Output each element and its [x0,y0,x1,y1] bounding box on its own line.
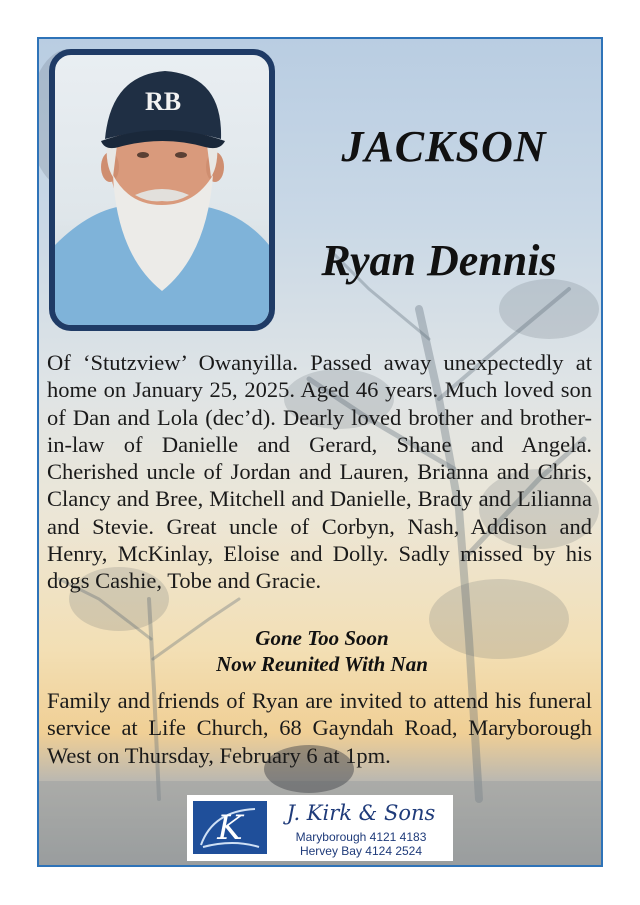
death-notice-card [37,37,603,867]
surname-heading: JACKSON [341,122,547,171]
phone-hervey-bay: Hervey Bay 4124 2524 [299,844,423,858]
logo-monogram: K [217,808,243,848]
funeral-director-name: J. Kirk & Sons [286,801,436,825]
portrait-photo [49,49,275,331]
k-monogram-icon [193,801,267,854]
funeral-director-logo [187,795,453,861]
portrait-illustration [55,55,269,325]
cap-monogram: RB [144,87,182,116]
funeral-service-paragraph: Family and friends of Ryan are invited to attend his funeral service at Life Church, 68 Gayndah Road, Maryborough West on Thursday, February 6 at 1pm. [47,688,592,768]
tagline-line-1: Gone Too Soon [255,626,389,650]
notice-body-paragraph: Of ‘Stutzview’ Owanyilla. Passed away unexpectedly at home on January 25, 2025. Aged 46 years. Much loved son of Dan and Lola (dec’d). Dearly loved brother and brother-in-law of Danielle and Gerard, Shane and Angela. Cherished uncle of Jordan and Lauren, Brianna and Chris, Clancy and Bree, Mitchell and Danielle, Brady and Lilianna and Stevie. Great uncle of Corbyn, Nash, Addison and Henry, McKinlay, Eloise and Dolly. Sadly missed by his dogs Cashie, Tobe and Gracie. [47,350,592,594]
tagline-line-2: Now Reunited With Nan [216,652,428,676]
given-names-heading: Ryan Dennis [321,236,557,285]
phone-maryborough: Maryborough 4121 4183 [295,830,427,844]
